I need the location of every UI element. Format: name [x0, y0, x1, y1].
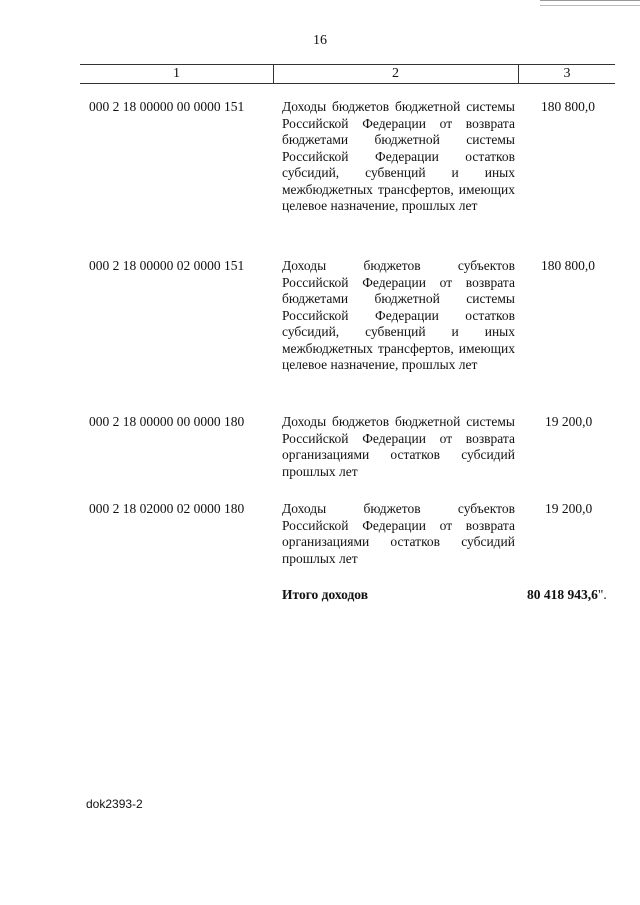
- column-header-2: 2: [392, 66, 399, 81]
- row-3-amount: 19 200,0: [545, 414, 593, 429]
- row-4-code: 000 2 18 02000 02 0000 180: [89, 501, 245, 516]
- document-id: dok2393-2: [86, 797, 143, 811]
- row-3-description: Доходы бюджетов бюджетной системы Российской Федерации от возврата организациями остатков субсидий прошлых лет: [282, 414, 515, 479]
- row-2-description: Доходы бюджетов субъектов Российской Федерации от возврата бюджетами бюджетной системы Российской Федерации остатков субсидий, субвенций и иных межбюджетных трансфертов, имеющих целевое назначение, прошлых лет: [282, 258, 515, 372]
- row-1-description: Доходы бюджетов бюджетной системы Российской Федерации от возврата бюджетами бюджетной системы Российской Федерации остатков субсидий, субвенций и иных межбюджетных трансфертов, имеющих целевое назначение, прошлых лет: [282, 99, 515, 213]
- row-1-amount: 180 800,0: [541, 99, 595, 114]
- row-4-amount: 19 200,0: [545, 501, 593, 516]
- total-label: Итого доходов: [282, 587, 368, 602]
- total-suffix: ".: [597, 587, 607, 602]
- row-2-amount: 180 800,0: [541, 258, 595, 273]
- row-2-code: 000 2 18 00000 02 0000 151: [89, 258, 245, 273]
- row-4-description: Доходы бюджетов субъектов Российской Федерации от возврата организациями остатков субсидий прошлых лет: [282, 501, 515, 566]
- table-header: [80, 64, 615, 84]
- corner-scan-mark: [540, 0, 640, 6]
- page-number: 16: [313, 33, 327, 48]
- total-value: 80 418 943,6: [527, 587, 598, 602]
- column-header-3: 3: [563, 66, 571, 81]
- row-3-code: 000 2 18 00000 00 0000 180: [89, 414, 245, 429]
- total-value-line: [527, 587, 607, 603]
- row-1-code: 000 2 18 00000 00 0000 151: [89, 99, 245, 114]
- column-header-1: 1: [173, 66, 180, 81]
